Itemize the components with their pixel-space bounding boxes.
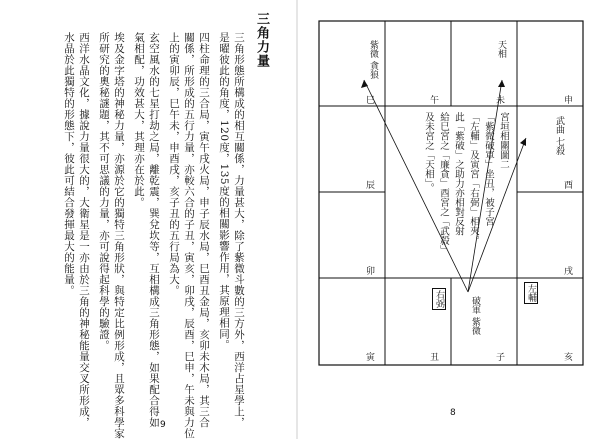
text-column-10: 西洋水晶文化，據說力量很大的，大衛星是一亦由於三角的神秘能量交叉所形成， (78, 32, 90, 428)
branch-chen: 辰 (366, 181, 376, 191)
branch-you: 酉 (564, 181, 574, 191)
section-heading: 三角力量 (254, 12, 269, 68)
center-caption-1: 宮垣相關圖二 (498, 112, 509, 169)
branch-si: 巳 (366, 96, 376, 106)
stars-chou-right: 破軍 紫微 (470, 296, 480, 335)
text-column-6: 玄空風水的七星打劫之局，離乾震，巽兌坎等，互相構成三角形態，如果配合得如 (148, 32, 160, 428)
stars-shen: 武曲 七殺 (554, 116, 564, 155)
left-page (0, 0, 295, 439)
text-column-5: 上的寅卯辰，巳午未，申酉戌，亥子丑的五行局為大。 (168, 32, 180, 296)
text-column-2: 是曜彼此的角度，120度，135度的相關影響作用，其原理相同。 (218, 32, 230, 351)
text-column-1: 三角形態所構成的相互關係，力量甚大，除了紫微斗數的三方外，西洋占星學上， (233, 32, 245, 428)
center-caption-6: 及未宮之「天相」。 (423, 112, 434, 193)
text-column-7: 氣相配，功效甚大，其理亦在於此。 (133, 32, 145, 208)
center-caption-2: 「紫微破軍」坐丑，被子宮 (483, 112, 494, 226)
branch-zi: 子 (496, 353, 506, 363)
branch-wu: 午 (430, 96, 440, 106)
text-column-3: 四柱命理的三合局，寅午戌火局，申子辰水局，巳酉丑金局，亥卯未木局，其三合 (198, 32, 210, 428)
text-column-9: 所研究的奧秘謎題，其不可思議的力量，亦可說得起科學的驗證。 (98, 32, 110, 351)
right-page (300, 0, 599, 439)
page-number-right: 8 (450, 408, 456, 418)
branch-hai: 亥 (564, 353, 574, 363)
text-column-4: 關係，所形成的五行力量，亦較六合的子丑，寅亥，卯戌，辰酉，巳申，午未與力位 (183, 32, 195, 439)
book-gutter (296, 0, 298, 439)
star-chou-left: 右弼 (434, 290, 444, 308)
branch-yin: 寅 (366, 353, 376, 363)
branch-shen: 申 (564, 96, 574, 106)
center-caption-5: 給巳宮之「廉貪」酉宮之「武殺」 (438, 112, 449, 255)
center-caption-4: 此「紫破」之助力亦相對反射 (453, 112, 464, 236)
branch-wei: 未 (496, 96, 506, 106)
center-caption-3: 「左輔」及寅宮「右弼」相夾。 (468, 112, 479, 245)
branch-xu: 戌 (564, 267, 574, 277)
branch-mao: 卯 (366, 267, 376, 277)
text-column-8: 埃及金字塔的神秘力量，亦源於它的獨特三角形狀，與特定比例形成，且眾多科學家 (113, 32, 125, 439)
palace-chart (318, 20, 584, 366)
star-xu: 左輔 (526, 284, 536, 302)
branch-chou: 丑 (430, 353, 440, 363)
page-number-left: 9 (160, 420, 166, 430)
star-wei: 天相 (496, 40, 506, 58)
text-column-11: 水晶於此獨特的形態下，彼此可結合發揮最大的能量。 (63, 32, 75, 296)
stars-si: 紫微 貪狼 (368, 40, 378, 79)
